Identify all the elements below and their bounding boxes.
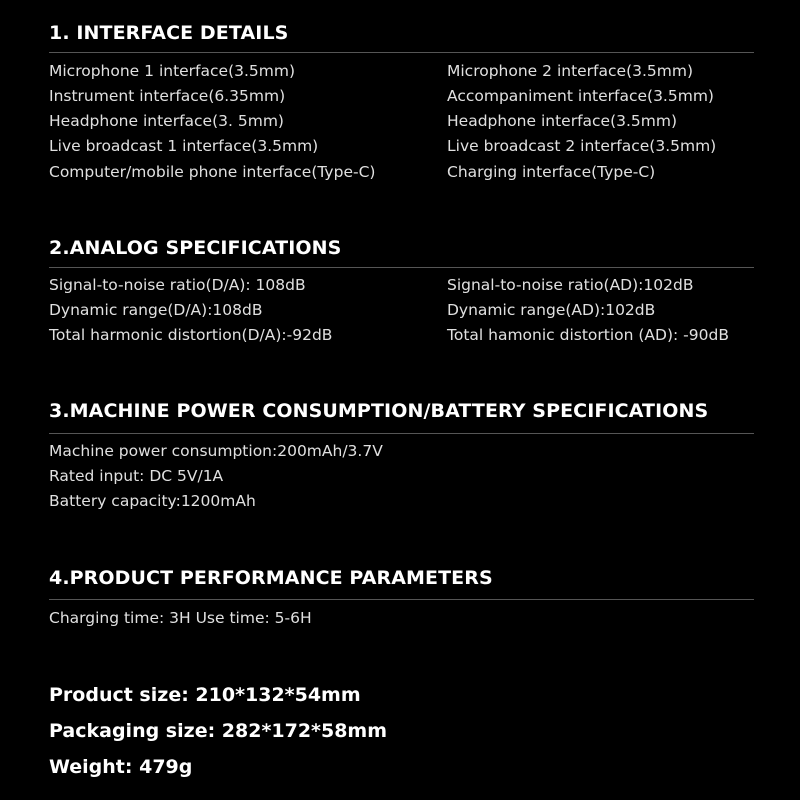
spec-line: Total harmonic distortion(D/A):-92dB — [49, 326, 333, 344]
packaging-size: Packaging size: 282*172*58mm — [49, 720, 388, 742]
spec-line: Machine power consumption:200mAh/3.7V — [49, 442, 383, 460]
spec-line: Live broadcast 2 interface(3.5mm) — [447, 137, 717, 155]
section-divider — [49, 599, 754, 600]
spec-line: Dynamic range(D/A):108dB — [49, 301, 263, 319]
spec-line: Microphone 2 interface(3.5mm) — [447, 62, 694, 80]
spec-line: Charging time: 3H Use time: 5-6H — [49, 609, 312, 627]
weight: Weight: 479g — [49, 756, 193, 778]
section-title-power-battery: 3.MACHINE POWER CONSUMPTION/BATTERY SPECIFICATIONS — [49, 400, 709, 422]
section-title-analog-specifications: 2.ANALOG SPECIFICATIONS — [49, 237, 342, 259]
product-size: Product size: 210*132*54mm — [49, 684, 361, 706]
spec-line: Live broadcast 1 interface(3.5mm) — [49, 137, 319, 155]
spec-line: Microphone 1 interface(3.5mm) — [49, 62, 296, 80]
section-title-interface-details: 1. INTERFACE DETAILS — [49, 22, 289, 44]
section-divider — [49, 433, 754, 434]
spec-line: Dynamic range(AD):102dB — [447, 301, 656, 319]
section-divider — [49, 267, 754, 268]
section-title-performance-parameters: 4.PRODUCT PERFORMANCE PARAMETERS — [49, 567, 493, 589]
spec-line: Instrument interface(6.35mm) — [49, 87, 286, 105]
spec-line: Rated input: DC 5V/1A — [49, 467, 224, 485]
spec-line: Headphone interface(3. 5mm) — [49, 112, 284, 130]
spec-line: Charging interface(Type-C) — [447, 163, 656, 181]
spec-line: Computer/mobile phone interface(Type-C) — [49, 163, 376, 181]
spec-line: Accompaniment interface(3.5mm) — [447, 87, 714, 105]
section-divider — [49, 52, 754, 53]
spec-line: Total hamonic distortion (AD): -90dB — [447, 326, 729, 344]
spec-line: Headphone interface(3.5mm) — [447, 112, 678, 130]
spec-line: Signal-to-noise ratio(AD):102dB — [447, 276, 694, 294]
spec-line: Battery capacity:1200mAh — [49, 492, 256, 510]
spec-line: Signal-to-noise ratio(D/A): 108dB — [49, 276, 306, 294]
